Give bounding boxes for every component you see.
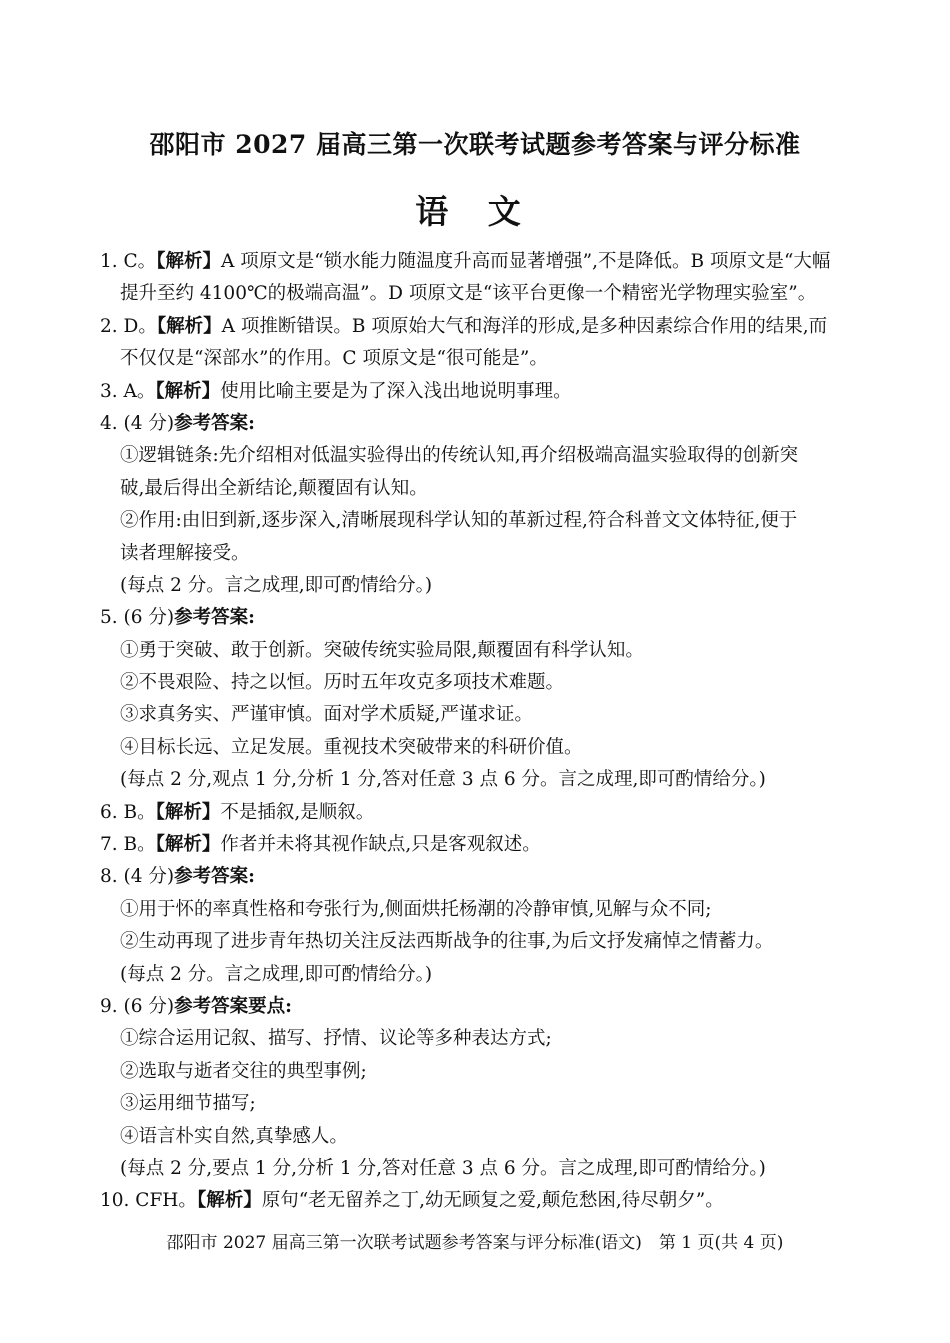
answer-list [100,246,852,1218]
scoring-note: (每点 2 分。言之成理,即可酌情给分。) [120,963,433,985]
answer-4 [100,408,852,440]
analysis-text: A 项推断错误。B 项原始大气和海洋的形成,是多种因素综合作用的结果,而 [221,315,828,337]
answer-point: ①逻辑链条:先介绍相对低温实验得出的传统认知,再介绍极端高温实验取得的创新突 [120,445,799,467]
answer-heading: 参考答案: [174,607,255,629]
page-footer: 邵阳市 2027 届高三第一次联考试题参考答案与评分标准(语文) 第 1 页(共 4 页) [166,1233,784,1253]
analysis-text: 不是插叙,是顺叙。 [220,801,375,823]
analysis-text: A 项原文是“锁水能力随温度升高而显著增强”,不是降低。B 项原文是“大幅 [220,251,831,272]
answer-2 [100,311,852,343]
question-number: 4. (4 分) [100,412,175,434]
answer-point: 读者理解接受。 [120,542,250,564]
analysis-text: 使用比喻主要是为了深入浅出地说明事理。 [220,380,572,402]
answer-heading: 参考答案: [174,866,255,888]
answer-point: ④语言朴实自然,真挚感人。 [120,1125,348,1147]
subject-heading: 语 文 [415,192,535,231]
analysis-continuation: 提升至约 4100℃的极端高温”。D 项原文是“该平台更像一个精密光学物理实验室”。 [120,283,817,305]
answer-point: ①勇于突破、敢于创新。突破传统实验局限,颠覆固有科学认知。 [120,639,644,661]
question-number: 3. A。 [100,380,156,402]
answer-point: 破,最后得出全新结论,颠覆固有认知。 [120,477,428,499]
answer-point: ③求真务实、严谨审慎。面对学术质疑,严谨求证。 [120,704,533,726]
document-title: 邵阳市 2027 届高三第一次联考试题参考答案与评分标准 [149,130,801,159]
answer-point: ②作用:由旧到新,逐步深入,清晰展现科学认知的革新过程,符合科普文文体特征,便于 [120,510,798,532]
answer-point: ①用于怀的率真性格和夸张行为,侧面烘托杨潮的冷静审慎,见解与众不同; [120,898,712,920]
analysis-tag: 【解析】 [196,1190,262,1212]
answer-6 [100,797,852,829]
analysis-tag: 【解析】 [155,380,221,402]
answer-10 [100,1185,852,1217]
analysis-tag: 【解析】 [155,801,221,823]
answer-5 [100,602,852,634]
answer-point: ②选取与逝者交往的典型事例; [120,1060,367,1082]
answer-7 [100,829,852,861]
analysis-tag: 【解析】 [156,251,221,272]
answer-9 [100,991,852,1023]
question-number: 5. (6 分) [100,607,175,629]
scoring-note: (每点 2 分,观点 1 分,分析 1 分,答对任意 3 点 6 分。言之成理,即可酌情给分。) [120,769,766,791]
analysis-tag: 【解析】 [156,315,222,337]
answer-point: ②生动再现了进步青年热切关注反法西斯战争的往事,为后文抒发痛悼之情蓄力。 [120,931,774,953]
question-number: 2. D。 [100,315,157,337]
question-number: 10. CFH。 [100,1190,197,1212]
question-number: 1. C。 [100,251,157,272]
answer-heading: 参考答案要点: [174,995,292,1017]
answer-heading: 参考答案: [174,412,255,434]
analysis-continuation: 不仅仅是“深部水”的作用。C 项原文是“很可能是”。 [120,348,548,370]
answer-point: ③运用细节描写; [120,1093,256,1115]
answer-8 [100,861,852,893]
question-number: 8. (4 分) [100,866,175,888]
analysis-text: 原句“老无留养之丁,幼无顾复之爱,颠危愁困,待尽朝夕”。 [261,1190,724,1212]
analysis-tag: 【解析】 [155,834,221,856]
answer-point: ①综合运用记叙、描写、抒情、议论等多种表达方式; [120,1028,552,1050]
answer-1 [100,246,852,278]
scoring-note: (每点 2 分,要点 1 分,分析 1 分,答对任意 3 点 6 分。言之成理,即可酌情给分。) [120,1157,766,1179]
answer-3 [100,376,852,408]
question-number: 7. B。 [100,834,156,856]
analysis-text: 作者并未将其视作缺点,只是客观叙述。 [220,834,541,856]
scoring-note: (每点 2 分。言之成理,即可酌情给分。) [120,574,433,596]
answer-point: ②不畏艰险、持之以恒。历时五年攻克多项技术难题。 [120,672,565,694]
answer-point: ④目标长远、立足发展。重视技术突破带来的科研价值。 [120,736,583,758]
question-number: 6. B。 [100,801,156,823]
question-number: 9. (6 分) [100,995,175,1017]
